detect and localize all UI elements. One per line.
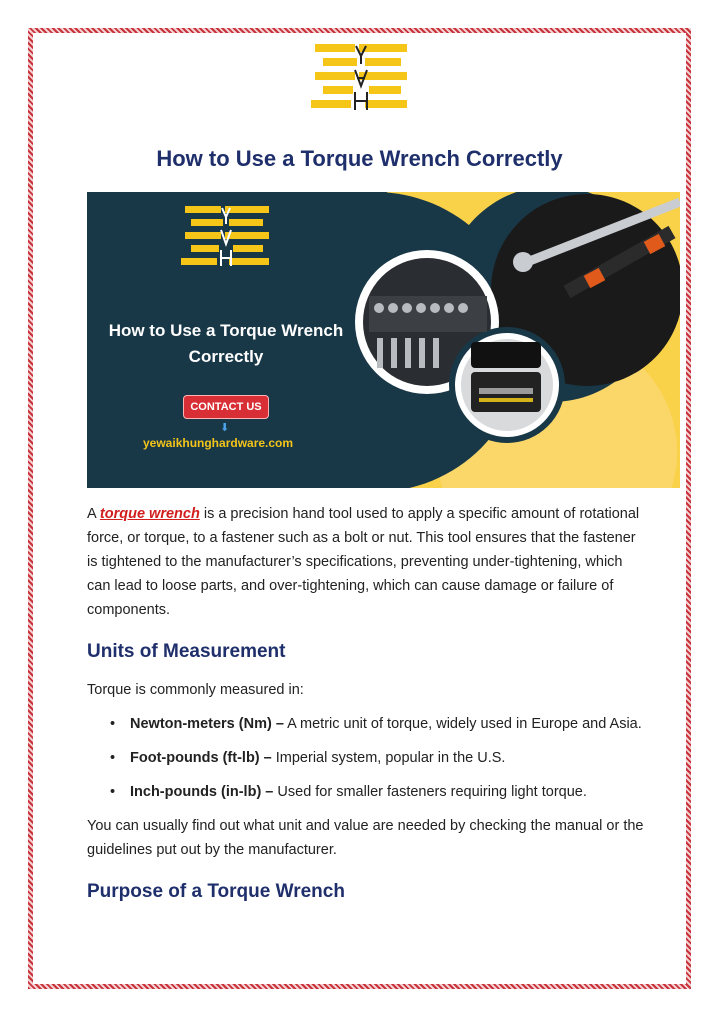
contact-us-button[interactable]: CONTACT US bbox=[183, 395, 269, 419]
website-url[interactable]: yewaikhunghardware.com bbox=[143, 436, 294, 450]
torque-wrench-link[interactable]: torque wrench bbox=[99, 506, 200, 522]
purpose-heading: Purpose of a Torque Wrench bbox=[87, 881, 345, 902]
arrow-down-icon: ⬇ bbox=[220, 422, 230, 434]
tool-case-image bbox=[471, 342, 541, 412]
brand-logo bbox=[309, 42, 413, 120]
list-item: • Inch-pounds (in-lb) – Used for smaller fasteners requiring light torque. bbox=[130, 780, 647, 804]
units-heading: Units of Measurement bbox=[87, 641, 286, 662]
banner-title: How to Use a Torque Wrench Correctly bbox=[108, 321, 344, 366]
list-item: • Newton-meters (Nm) – A metric unit of torque, widely used in Europe and Asia. bbox=[130, 712, 647, 736]
list-item: • Foot-pounds (ft-lb) – Imperial system, popular in the U.S. bbox=[130, 746, 647, 770]
units-intro: Torque is commonly measured in: bbox=[87, 682, 304, 698]
manual-paragraph: You can usually find out what unit and value are needed by checking the manual or the guidelines put out by the manufacturer. bbox=[87, 818, 644, 858]
units-list bbox=[87, 712, 647, 804]
article-body bbox=[87, 502, 647, 904]
page-title: How to Use a Torque Wrench Correctly bbox=[156, 146, 563, 171]
hero-banner bbox=[87, 192, 680, 488]
intro-paragraph: A torque wrench is a precision hand tool used to apply a specific amount of rotational force, or torque, to a fastener such as a bolt or nut. This tool ensures that the fastener is tightened to the manufacturer’s specifications, preventing under-tightening, which can lead to loose parts, and over-tightening, which can cause damage or failure of components. bbox=[87, 506, 640, 618]
